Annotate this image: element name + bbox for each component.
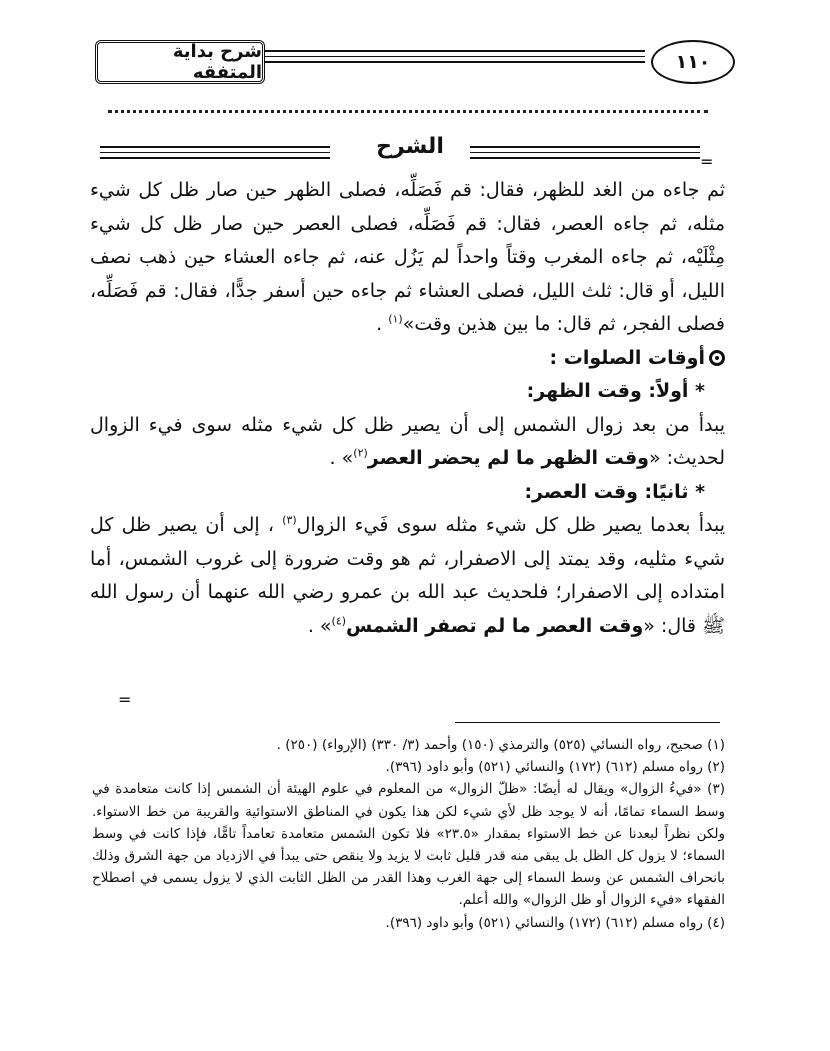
footnote-rule — [455, 722, 720, 723]
paragraph-text: ثم جاءه من الغد للظهر، فقال: قم فَصَلِّه، فصلى الظهر حين صار ظل كل شيء مثله، ثم جاءه العصر، فقال: قم فَصَلِّه، فصلى العصر حين صار ظل كل شيء مِثْلَيْه، ثم جاءه المغرب وقتاً واحداً لم يَزُل عنه، ثم جاءه العشاء حين ذهب نصف الليل، أو قال: ثلث الليل، فصلى العشاء ثم جاءه حين أسفر جدًّا، فقال: قم فَصَلِّه، فصلى الفجر، ثم قال: ما بين هذين وقت» — [90, 179, 725, 335]
paragraph-end: . — [376, 313, 389, 335]
footnote-ref: (٤) — [331, 614, 347, 628]
book-title: شرح بداية المتفقه — [95, 40, 265, 84]
footnote-ref: (٣) — [282, 513, 297, 527]
side-mark: = — [118, 690, 132, 709]
footnote-ref: (١) — [388, 312, 403, 326]
hadith-quote: وقت الظهر ما لم يحضر العصر — [367, 447, 649, 469]
paragraph-text: يبدأ بعدما يصير ظل كل شيء مثله سوى فَيء الزوال — [296, 514, 725, 536]
section-title: الشرح — [376, 134, 444, 159]
footnote-1: (١) صحيح، رواه النسائي (٥٢٥) والترمذي (١٥٠) وأحمد (٣/ ٣٣٠) (الإرواء) (٢٥٠) . — [276, 737, 725, 753]
paragraph-asr — [90, 509, 725, 643]
paragraph-hadith — [90, 174, 725, 342]
footnotes — [92, 734, 725, 934]
heading-asr: * ثانيًا: وقت العصر: — [524, 480, 705, 503]
paragraph-dhuhr — [90, 409, 725, 476]
section-mark: = — [700, 152, 714, 171]
paragraph-end: » . — [329, 447, 354, 469]
heading-text: أوقات الصلوات : — [549, 346, 705, 369]
footnote-4: (٤) رواه مسلم (٦١٢) (١٧٢) والنسائي (٥٢١) وأبو داود (٣٩٦). — [385, 914, 725, 931]
footnote-2: (٢) رواه مسلم (٦١٢) (١٧٢) والنسائي (٥٢١) وأبو داود (٣٩٦). — [385, 759, 725, 776]
paragraph-text: ، إلى أن يصير ظل كل شيء مثليه، وقد يمتد إلى الاصفرار، ثم هو وقت ضرورة إلى غروب الشمس، أما امتداده إلى الاصفرار؛ فلحديث عبد الله بن عمرو رضي الله عنهما أن رسول الله ﷺ قال: « — [90, 514, 725, 637]
page-header — [95, 40, 735, 90]
section-heading — [100, 134, 720, 174]
flower-icon — [709, 350, 725, 366]
header-rule — [265, 50, 645, 67]
dotted-divider — [108, 110, 708, 113]
footnote-ref: (٢) — [353, 446, 368, 460]
footnote-3: (٣) «فيءُ الزوال» ويقال له أيضًا: «ظلّ الزوال» من المعلوم في علوم الهيئة أن الشمس إذا كانت متعامدة في وسط السماء تمامًا، أنه لا يوجد ظل لأي شيء لكن هذا يكون في المناطق الاستوائية والقريبة من خط الاستواء. ولكن نظراً لبعدنا عن خط الاستواء بمقدار «٢٣.٥» فلا تكون الشمس متعامدة تعامداً تامًّا، فإذا كانت في وسط السماء؛ لا يزول كل الظل بل يبقى منه قدر قليل ثابت لا يزيد ولا ينقص حتى يبدأ في الازدياد من جهة الشرق وذلك بانحراف الشمس عن وسط السماء إلى جهة الغرب وهذا القدر من الظل الثابت الذي لا يزول يسمى في اصطلاح الفقهاء «فيء الزوال أو ظل الزوال» والله أعلم. — [92, 781, 725, 909]
heading-dhuhr: * أولاً: وقت الظهر: — [526, 380, 705, 402]
heading-prayer-times — [90, 342, 725, 376]
paragraph-text: يبدأ من بعد زوال الشمس إلى أن يصير ظل كل شيء مثله سوى فيء الزوال لحديث: « — [90, 413, 725, 469]
main-text — [90, 174, 725, 643]
heading-rule-left — [100, 146, 330, 163]
page-number: ١١٠ — [651, 40, 735, 84]
hadith-quote: وقت العصر ما لم تصفر الشمس — [346, 614, 644, 637]
paragraph-end: » . — [307, 614, 332, 637]
